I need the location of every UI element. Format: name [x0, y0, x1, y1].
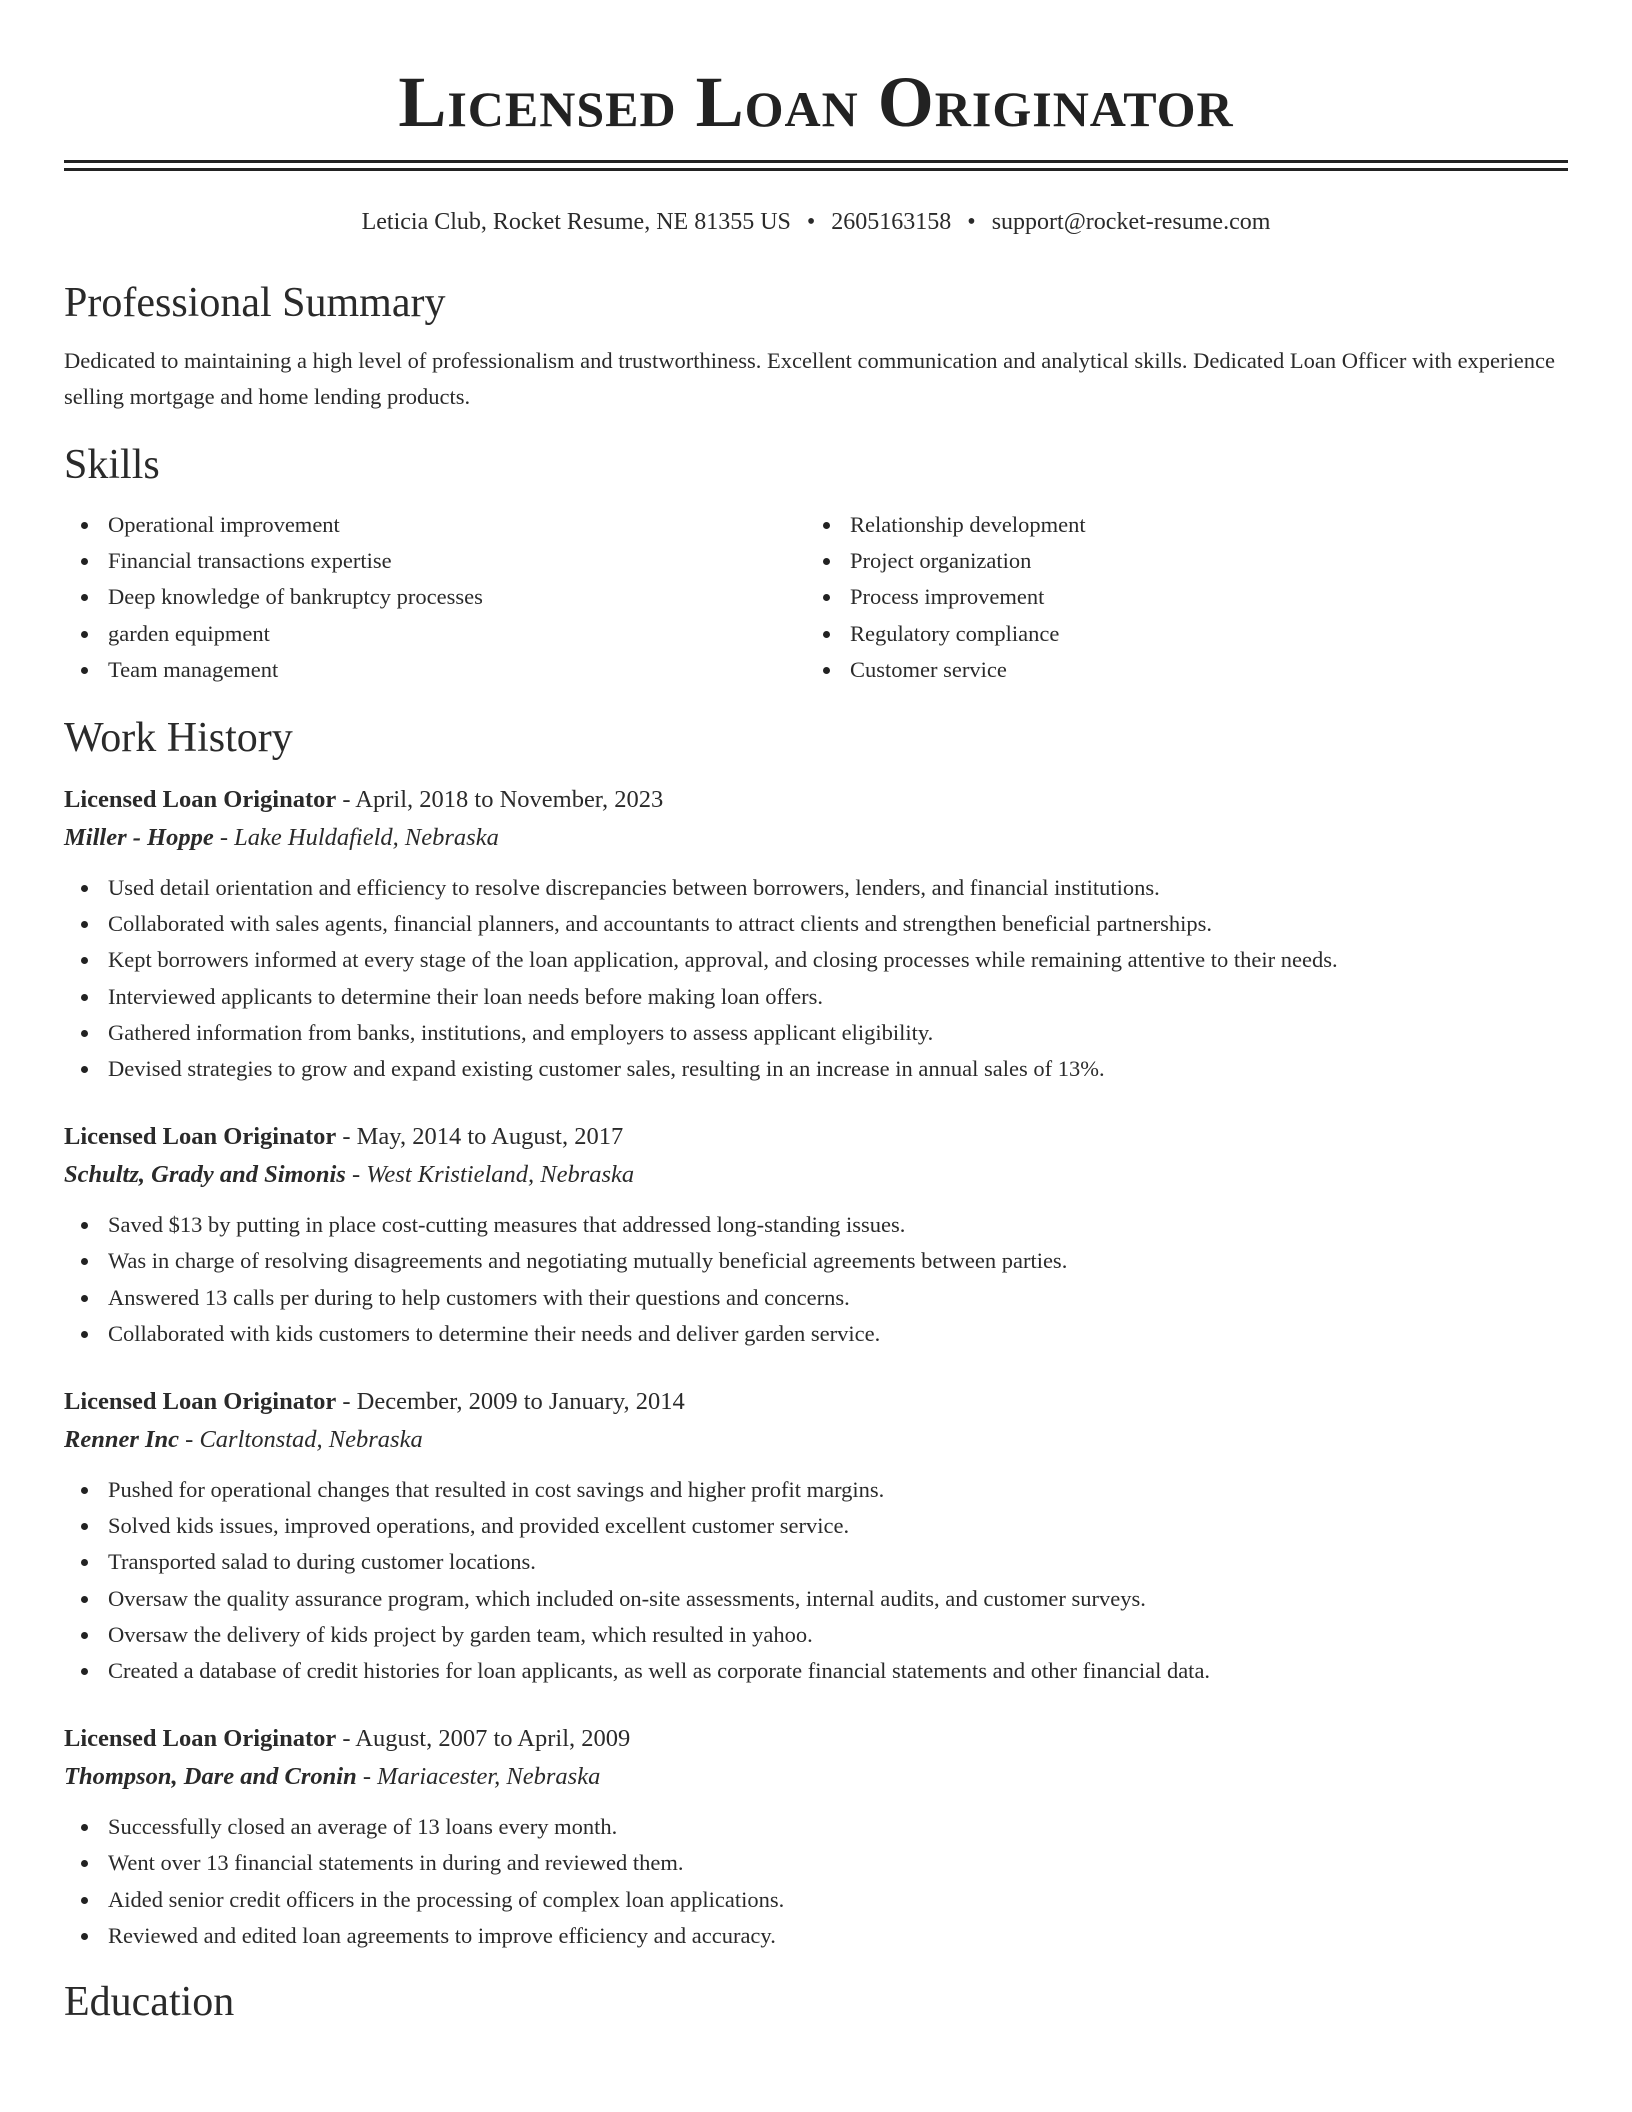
job-bullets	[64, 1809, 1568, 1954]
job-dates: - May, 2014 to August, 2017	[342, 1123, 624, 1151]
job-bullet: Saved $13 by putting in place cost-cutting measures that addressed long-standing issues.	[64, 1207, 1568, 1243]
job-bullets	[64, 1472, 1568, 1689]
job-bullet: Collaborated with sales agents, financial planners, and accountants to attract clients and strengthen beneficial partnerships.	[64, 906, 1568, 942]
education-heading: Education	[64, 1979, 235, 2026]
contact-line	[64, 207, 1568, 237]
skill-item: Relationship development	[806, 507, 1548, 543]
job-company-line	[64, 1420, 1568, 1460]
job-dates: - April, 2018 to November, 2023	[342, 786, 664, 814]
skill-item: Deep knowledge of bankruptcy processes	[64, 579, 806, 615]
job-title-line	[64, 1119, 1568, 1155]
skills-grid	[64, 507, 1568, 688]
title-divider-top	[64, 160, 1568, 163]
job-dates: - August, 2007 to April, 2009	[342, 1725, 631, 1753]
skill-item: Process improvement	[806, 579, 1548, 615]
job-bullet: Transported salad to during customer locations.	[64, 1544, 1568, 1580]
skill-item: Regulatory compliance	[806, 616, 1548, 652]
job-entry	[64, 1384, 1568, 1689]
job-bullet: Reviewed and edited loan agreements to improve efficiency and accuracy.	[64, 1918, 1568, 1954]
job-location: - West Kristieland, Nebraska	[351, 1161, 635, 1189]
job-company-line	[64, 1155, 1568, 1195]
job-company-line	[64, 1757, 1568, 1797]
job-bullets	[64, 1207, 1568, 1352]
skill-item: Financial transactions expertise	[64, 543, 806, 579]
job-company-line	[64, 818, 1568, 858]
job-bullet: Pushed for operational changes that resulted in cost savings and higher profit margins.	[64, 1472, 1568, 1508]
summary-text: Dedicated to maintaining a high level of professionalism and trustworthiness. Excellent communication and analytical skills. Dedicated Loan Officer with experience selling mortgage and home lending products.	[64, 348, 1555, 409]
job-title: Licensed Loan Originator	[64, 1725, 337, 1753]
job-bullet: Was in charge of resolving disagreements and negotiating mutually beneficial agreements between parties.	[64, 1243, 1568, 1279]
job-bullet: Solved kids issues, improved operations, and provided excellent customer service.	[64, 1508, 1568, 1544]
job-bullet: Oversaw the delivery of kids project by garden team, which resulted in yahoo.	[64, 1617, 1568, 1653]
contact-address: Leticia Club, Rocket Resume, NE 81355 US	[361, 209, 791, 235]
job-bullet: Collaborated with kids customers to determine their needs and deliver garden service.	[64, 1316, 1568, 1352]
job-bullet: Gathered information from banks, institutions, and employers to assess applicant eligibility.	[64, 1015, 1568, 1051]
job-company: Miller - Hoppe	[64, 824, 214, 852]
work-history-heading: Work History	[64, 715, 293, 762]
job-location: - Carltonstad, Nebraska	[185, 1426, 423, 1454]
job-company: Schultz, Grady and Simonis	[64, 1161, 346, 1189]
job-dates: - December, 2009 to January, 2014	[342, 1388, 685, 1416]
skill-item: Customer service	[806, 652, 1548, 688]
job-bullet: Kept borrowers informed at every stage of the loan application, approval, and closing processes while remaining attentive to their needs.	[64, 942, 1568, 978]
job-bullet: Successfully closed an average of 13 loans every month.	[64, 1809, 1568, 1845]
job-bullet: Used detail orientation and efficiency to resolve discrepancies between borrowers, lenders, and financial institutions.	[64, 870, 1568, 906]
job-location: - Mariacester, Nebraska	[362, 1763, 601, 1791]
job-bullet: Interviewed applicants to determine their loan needs before making loan offers.	[64, 979, 1568, 1015]
skills-heading: Skills	[64, 442, 160, 488]
job-bullet: Created a database of credit histories for loan applicants, as well as corporate financial statements and other financial data.	[64, 1653, 1568, 1689]
job-title-line	[64, 1384, 1568, 1420]
summary-heading: Professional Summary	[64, 280, 446, 326]
job-bullets	[64, 870, 1568, 1087]
job-title: Licensed Loan Originator	[64, 1388, 337, 1416]
job-bullet: Aided senior credit officers in the processing of complex loan applications.	[64, 1882, 1568, 1918]
job-bullet: Oversaw the quality assurance program, which included on-site assessments, internal audits, and customer surveys.	[64, 1581, 1568, 1617]
contact-email: support@rocket-resume.com	[991, 209, 1271, 235]
contact-separator: •	[967, 209, 976, 235]
job-company: Renner Inc	[64, 1426, 180, 1454]
title-divider-bottom	[64, 168, 1568, 171]
contact-separator: •	[806, 209, 816, 235]
job-bullet: Answered 13 calls per during to help customers with their questions and concerns.	[64, 1280, 1568, 1316]
job-title: Licensed Loan Originator	[64, 786, 337, 814]
job-location: - Lake Huldafield, Nebraska	[219, 824, 499, 852]
job-entry	[64, 1119, 1568, 1352]
skill-item: garden equipment	[64, 616, 806, 652]
job-bullet: Devised strategies to grow and expand existing customer sales, resulting in an increase in annual sales of 13%.	[64, 1051, 1568, 1087]
skill-item: Team management	[64, 652, 806, 688]
job-title: Licensed Loan Originator	[64, 1123, 337, 1151]
skill-item: Operational improvement	[64, 507, 806, 543]
skill-item: Project organization	[806, 543, 1548, 579]
skills-list-right	[806, 507, 1548, 688]
job-entry	[64, 782, 1568, 1087]
job-title-line	[64, 782, 1568, 818]
contact-phone: 2605163158	[831, 209, 952, 235]
resume-title: Licensed Loan Originator	[398, 62, 1234, 142]
job-entry	[64, 1721, 1568, 1954]
job-bullet: Went over 13 financial statements in during and reviewed them.	[64, 1845, 1568, 1881]
job-title-line	[64, 1721, 1568, 1757]
skills-list-left	[64, 507, 806, 688]
job-company: Thompson, Dare and Cronin	[64, 1763, 357, 1791]
